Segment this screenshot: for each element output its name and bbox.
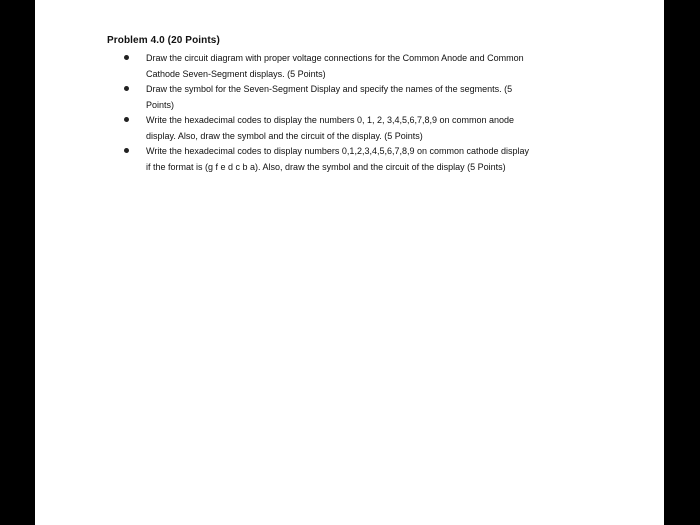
- item-text-line: Draw the symbol for the Seven-Segment Display and specify the names of the segments. (5: [146, 84, 513, 94]
- list-item: [124, 51, 604, 82]
- list-item: [124, 82, 604, 113]
- item-text-line: Cathode Seven-Segment displays. (5 Points): [146, 68, 326, 79]
- item-text-line: Write the hexadecimal codes to display numbers 0,1,2,3,4,5,6,7,8,9 on common cathode display: [146, 146, 530, 156]
- requirements-list: [124, 51, 604, 175]
- bullet-icon: [124, 117, 129, 122]
- list-item: [124, 113, 604, 144]
- problem-heading: Problem 4.0 (20 Points): [107, 35, 220, 46]
- item-text-line: Write the hexadecimal codes to display the numbers 0, 1, 2, 3,4,5,6,7,8,9 on common anode: [146, 115, 515, 125]
- item-text-line: display. Also, draw the symbol and the circuit of the display. (5 Points): [146, 130, 423, 141]
- item-text-line: Points): [146, 99, 175, 110]
- bullet-icon: [124, 86, 129, 91]
- bullet-icon: [124, 148, 129, 153]
- list-item: [124, 144, 604, 175]
- bullet-icon: [124, 55, 129, 60]
- item-text-line: Draw the circuit diagram with proper voltage connections for the Common Anode and Common: [146, 53, 524, 63]
- document-page: [35, 0, 664, 525]
- item-text-line: if the format is (g f e d c b a). Also, draw the symbol and the circuit of the display (5 Points): [146, 161, 506, 172]
